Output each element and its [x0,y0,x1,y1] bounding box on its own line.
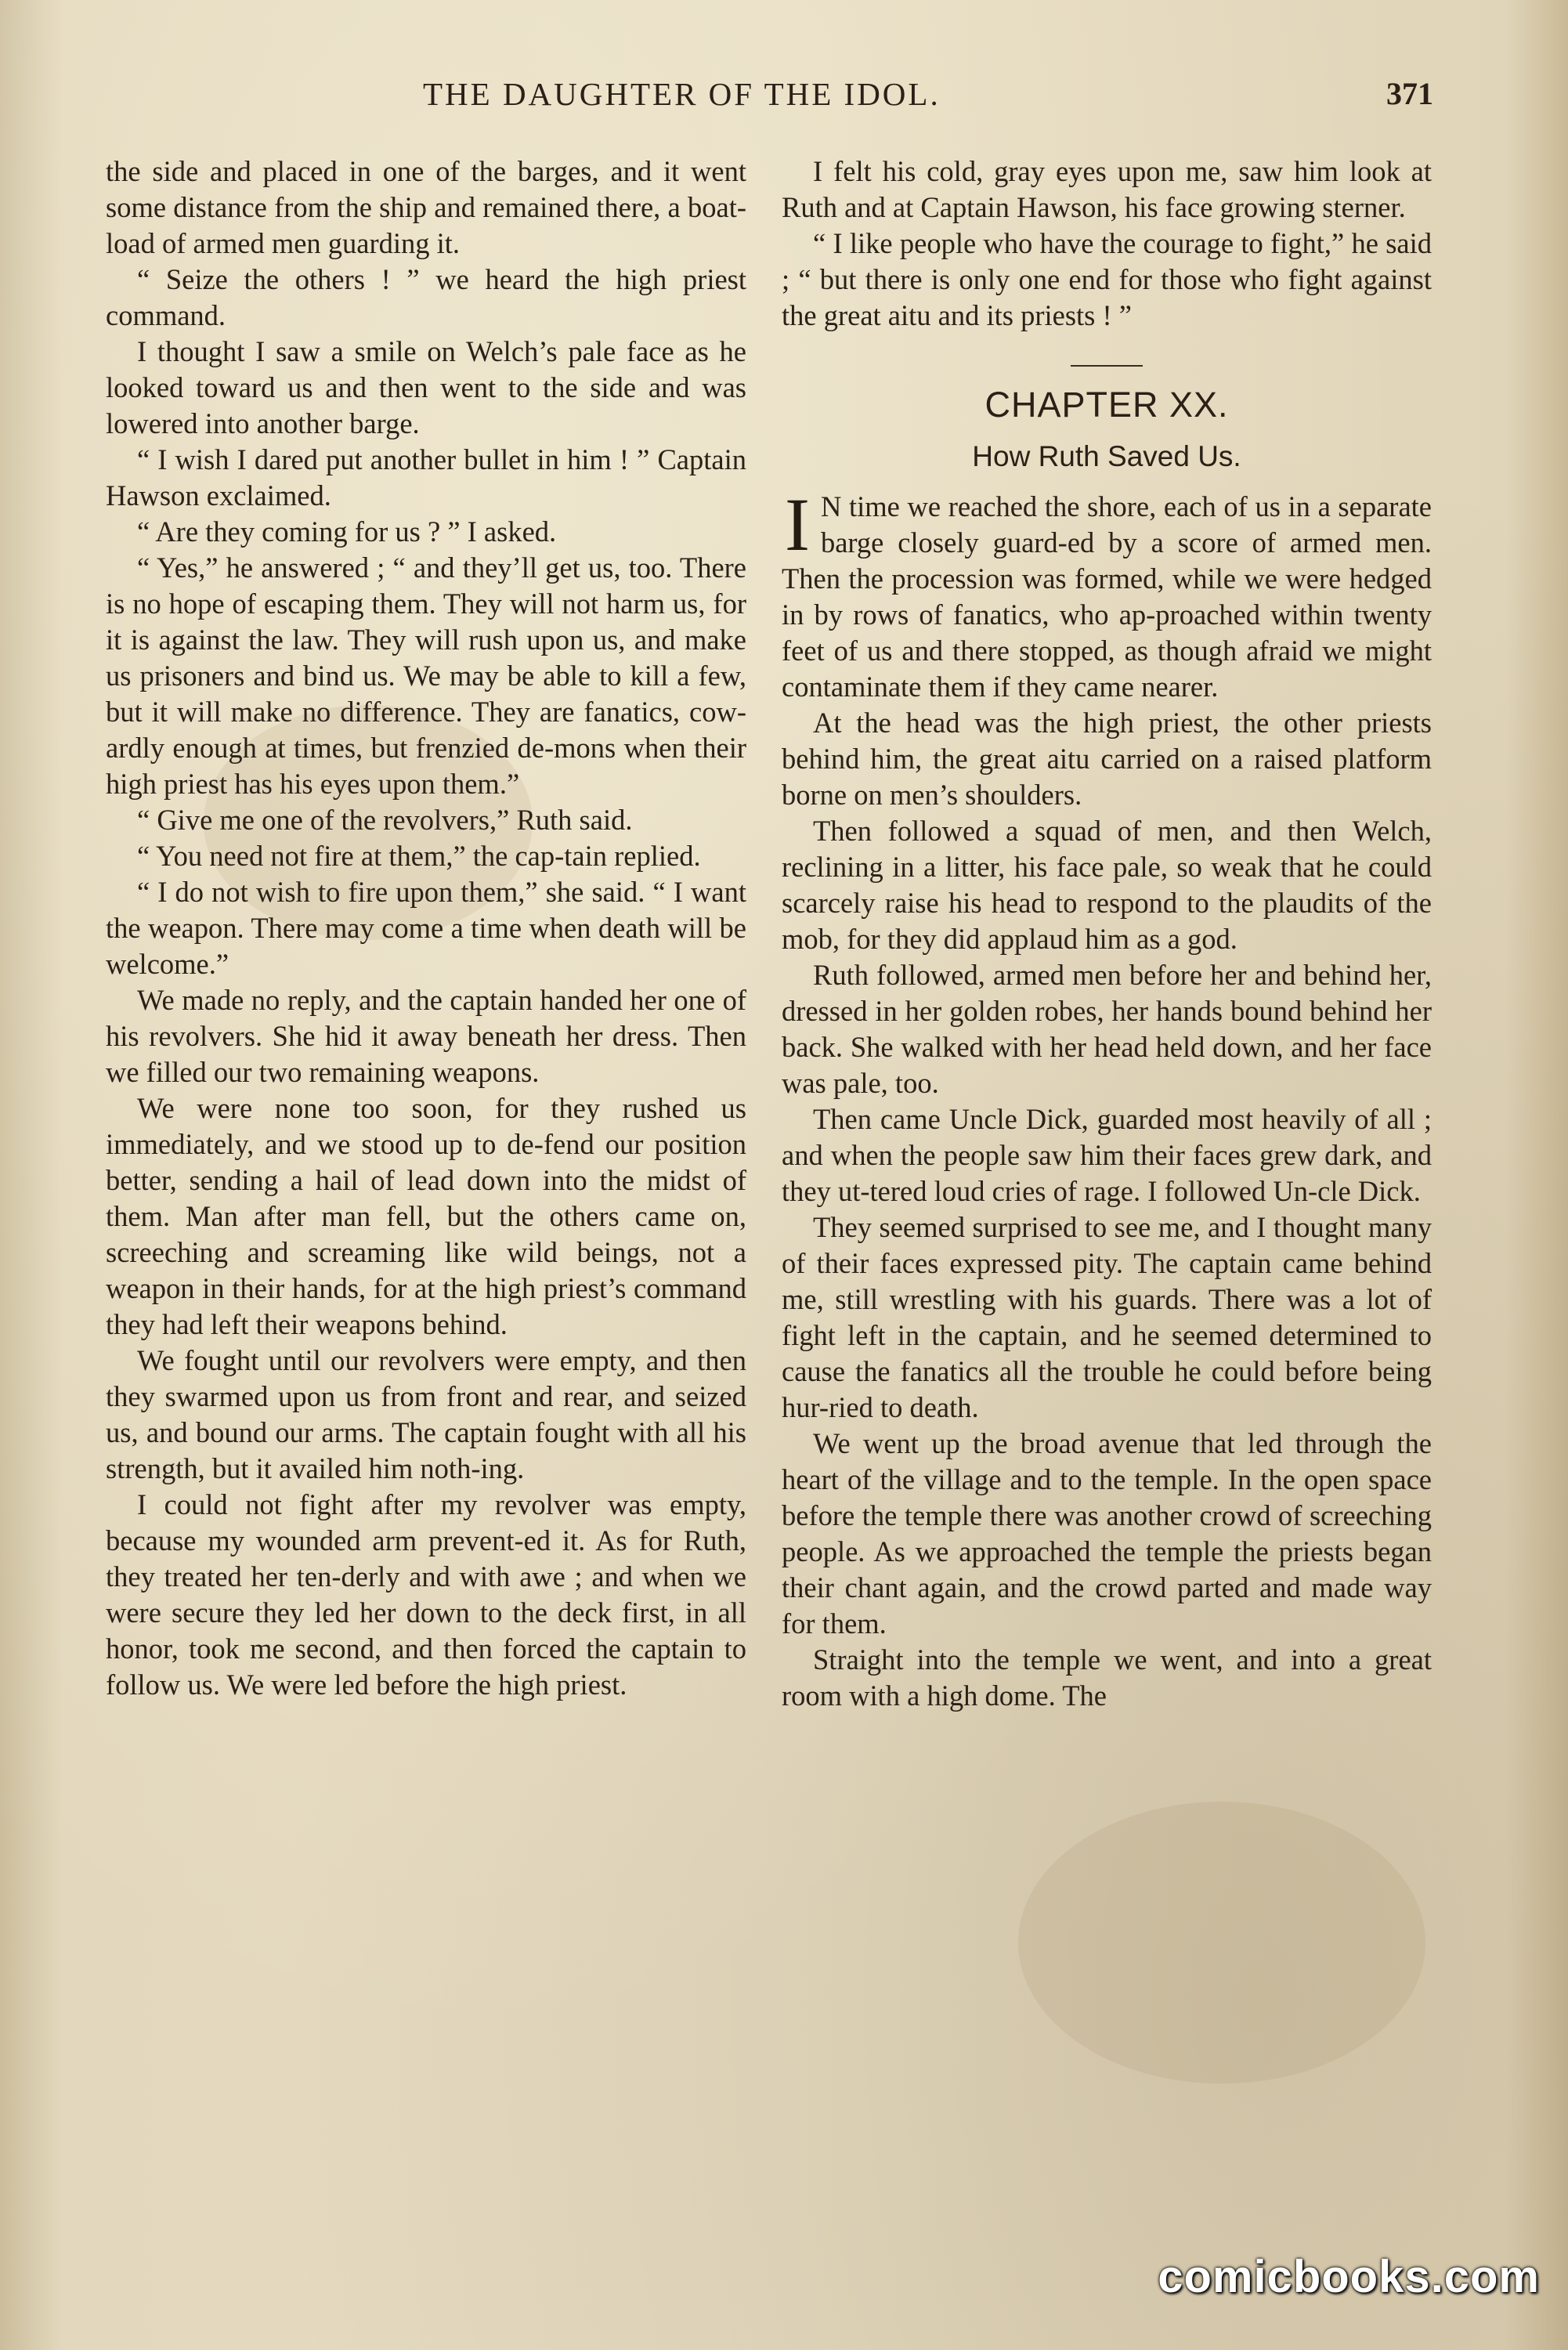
paragraph: I could not fight after my revolver was empty, because my wounded arm prevent-ed it. As for Ruth, they treated her ten-derly and with awe ; and when we were secure they led her down to the deck first, in all honor, took me second, and then forced the captain to follow us. We were led before the high priest. [106,1488,746,1701]
first-paragraph-text: N time we reached the shore, each of us in a separate barge closely guard-ed by a score of armed men. Then the procession was formed, while we were hedged in by rows of fanatics, who ap-proached within twenty feet of us and there stopped, as though afraid we might contaminate them if they came nearer. [782,490,1432,703]
paragraph: We were none too soon, for they rushed us immediately, and we stood up to de-fend our position better, sending a hail of lead down into the midst of them. Man after man fell, but the others came on, screeching and screaming like wild beings, not a weapon in their hands, for at the high priest’s command they had left their weapons behind. [106,1092,746,1340]
page-header [102,75,1433,122]
paragraph: At the head was the high priest, the other priests behind him, the great aitu carried on a raised platform borne on men’s shoulders. [782,707,1432,811]
chapter-subtitle: How Ruth Saved Us. [972,440,1241,472]
chapter-title: CHAPTER XX. [985,385,1229,425]
chapter-first-paragraph [782,483,1432,705]
paragraph: “ I do not wish to fire upon them,” she said. “ I want the weapon. There may come a time when death will be welcome.” [106,876,746,980]
paragraph: “ Yes,” he answered ; “ and they’ll get us, too. There is no hope of escaping them. They will not harm us, for it is against the law. They will rush upon us, and make us prisoners and bind us. We may be able to kill a few, but it will make no difference. They are fanatics, cow-ardly enough at times, but frenzied de-mons when their high priest has his eyes upon them.” [106,551,746,800]
page-number: 371 [1386,76,1433,111]
paragraph: the side and placed in one of the barges, and it went some distance from the ship and remained there, a boat-load of armed men guarding it. [106,155,746,259]
right-column [782,154,1432,1714]
watermark-logo: comicbooks.com [1158,2251,1540,2302]
paragraph: I thought I saw a smile on Welch’s pale face as he looked toward us and then went to the side and was lowered into another barge. [106,335,746,439]
paragraph: Ruth followed, armed men before her and behind her, dressed in her golden robes, her hands bound behind her back. She walked with her head held down, and her face was pale, too. [782,959,1432,1099]
paragraph: They seemed surprised to see me, and I thought many of their faces expressed pity. The captain came behind me, still wrestling with his guards. There was a lot of fight left in the captain, and he seemed determined to cause the fanatics all the trouble he could before being hur-ried to death. [782,1211,1432,1423]
paragraph: “ I wish I dared put another bullet in him ! ” Captain Hawson exclaimed. [106,443,746,512]
paper-stain [1018,1802,1425,2084]
paragraph: “ You need not fire at them,” the cap-tain replied. [137,840,701,872]
running-title: THE DAUGHTER OF THE IDOL. [423,76,941,112]
paragraph: “ Seize the others ! ” we heard the high priest command. [106,263,746,331]
paragraph: We fought until our revolvers were empty, and then they swarmed upon us from front and rear, and seized us, and bound our arms. The captain fought with all his strength, but it availed him noth-ing. [106,1344,746,1484]
paragraph: “ I like people who have the courage to fight,” he said ; “ but there is only one end for those who fight against the great aitu and its priests ! ” [782,227,1432,331]
section-divider [1071,365,1143,367]
paragraph: “ Are they coming for us ? ” I asked. [137,515,557,548]
paragraph: We went up the broad avenue that led through the heart of the village and to the temple. In the open space before the temple there was another crowd of screeching people. As we approached the temple the priests began their chant again, and the crowd parted and made way for them. [782,1427,1432,1640]
left-column [106,154,746,1703]
paragraph: Then followed a squad of men, and then Welch, reclining in a litter, his face pale, so weak that he could scarcely raise his head to respond to the plaudits of the mob, for they did applaud him as a god. [782,815,1432,955]
paragraph: Then came Uncle Dick, guarded most heavily of all ; and when the people saw him their faces grew dark, and they ut-tered loud cries of rage. I followed Un-cle Dick. [782,1103,1432,1207]
paragraph: I felt his cold, gray eyes upon me, saw him look at Ruth and at Captain Hawson, his face growing sterner. [782,155,1432,223]
paragraph: “ Give me one of the revolvers,” Ruth said. [137,804,633,836]
paragraph: Straight into the temple we went, and into a great room with a high dome. The [782,1643,1432,1712]
paragraph: We made no reply, and the captain handed her one of his revolvers. She hid it away beneath her dress. Then we filled our two remaining weapons. [106,984,746,1088]
drop-cap: I [785,483,810,566]
